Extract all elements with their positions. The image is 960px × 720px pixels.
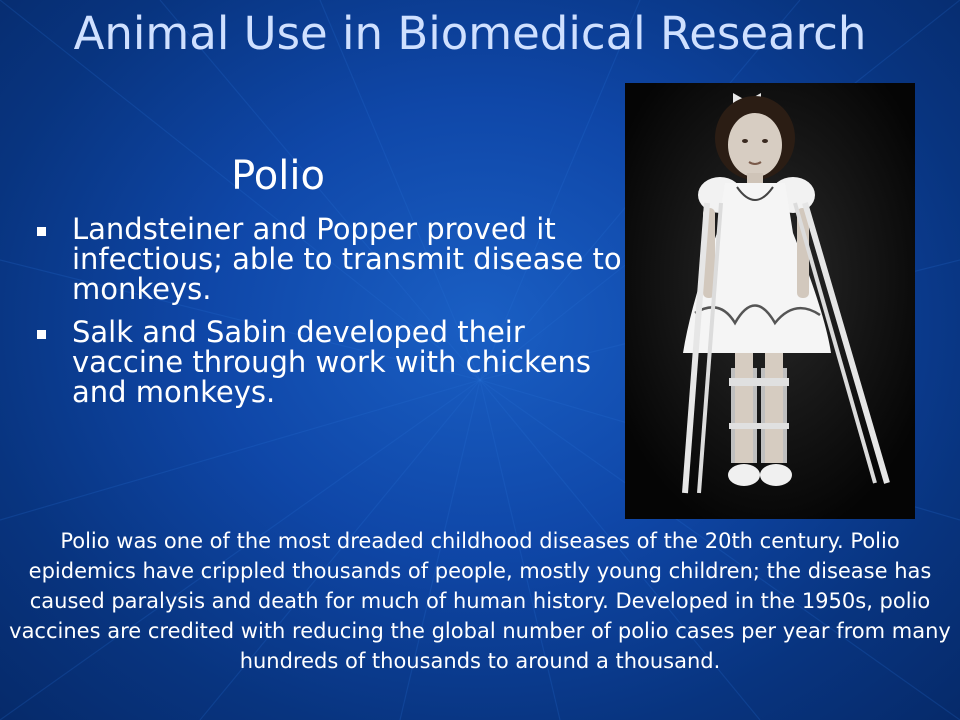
slide-title: Animal Use in Biomedical Research <box>73 7 867 60</box>
bullet-text: Landsteiner and Popper proved it infectious; able to transmit disease to monkeys. <box>72 212 622 306</box>
polio-child-photo <box>625 83 915 519</box>
girl-with-crutches-illustration <box>625 83 915 519</box>
bullet-list <box>32 214 622 420</box>
square-bullet-icon <box>37 330 46 339</box>
slide-subtitle: Polio <box>231 153 325 199</box>
bullet-item <box>32 317 622 407</box>
square-bullet-icon <box>37 227 46 236</box>
caption-text: Polio was one of the most dreaded childhood diseases of the 20th century. Polio epidemics have crippled thousands of people, mostly young children; the disease has caused paralysis and death for much of human history. Developed in the 1950s, polio vaccines are credited with reducing the global number of polio cases per year from many hundreds of thousands to around a thousand. <box>9 529 951 673</box>
bullet-item <box>32 214 622 304</box>
bullet-text: Salk and Sabin developed their vaccine through work with chickens and monkeys. <box>72 315 592 409</box>
